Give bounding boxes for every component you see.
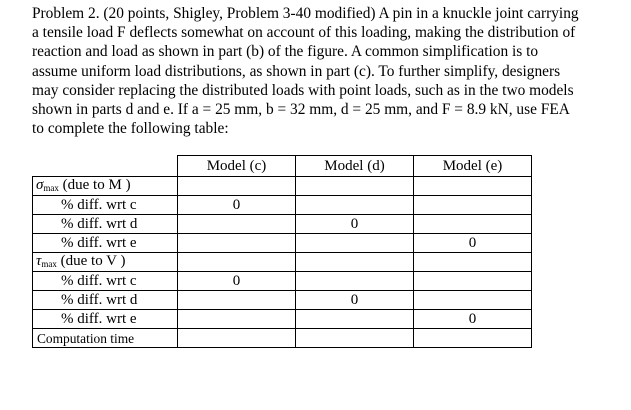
problem-statement: [32, 4, 622, 138]
tau-symbol: τ: [36, 253, 42, 269]
sigma-symbol: σ: [36, 177, 44, 193]
table-cell: [414, 196, 532, 215]
table-cell: [178, 215, 296, 234]
table-cell: [296, 329, 414, 348]
problem-line-4: assume uniform load distributions, as shown in part (c). To further simplify, designers: [32, 62, 561, 80]
table-row-sigma-max: [33, 177, 532, 196]
computation-time-label: Computation time: [33, 329, 178, 348]
table-row-sigma-diff-c: [33, 196, 532, 215]
table-cell: [178, 177, 296, 196]
table-cell: [178, 234, 296, 253]
problem-line-6: shown in parts d and e. If a = 25 mm, b = 32 mm, d = 25 mm, and F = 8.9 kN, use FEA: [32, 101, 570, 119]
header-empty-cell: [33, 156, 178, 177]
problem-line-7: to complete the following table:: [32, 120, 229, 138]
table-cell: [296, 272, 414, 291]
sigma-text: (due to M ): [62, 177, 131, 193]
table-row-tau-max: [33, 253, 532, 272]
table-cell: [178, 291, 296, 310]
table-header-row: [33, 156, 532, 177]
row-label: % diff. wrt e: [33, 234, 178, 253]
row-label: % diff. wrt d: [33, 291, 178, 310]
problem-line-5: may consider replacing the distributed loads with point loads, such as in the two models: [32, 81, 574, 99]
sigma-subscript: max: [43, 183, 59, 193]
sigma-max-label: [33, 177, 178, 196]
table-cell: [178, 253, 296, 272]
table-row-sigma-diff-e: [33, 234, 532, 253]
row-label: % diff. wrt d: [33, 215, 178, 234]
table-row-sigma-diff-d: [33, 215, 532, 234]
table-cell: [414, 177, 532, 196]
header-model-e: Model (e): [414, 156, 532, 177]
value-cell: 0: [178, 272, 296, 291]
tau-text: (due to V ): [60, 253, 126, 269]
row-label: % diff. wrt c: [33, 196, 178, 215]
tau-max-label: [33, 253, 178, 272]
row-label: % diff. wrt e: [33, 310, 178, 329]
table-cell: [296, 253, 414, 272]
table-cell: [414, 329, 532, 348]
tau-subscript: max: [41, 259, 57, 269]
table-row-tau-diff-e: [33, 310, 532, 329]
table-row-tau-diff-d: [33, 291, 532, 310]
table-cell: [296, 310, 414, 329]
value-cell: 0: [414, 310, 532, 329]
value-cell: 0: [414, 234, 532, 253]
value-cell: 0: [178, 196, 296, 215]
problem-line-2: a tensile load F deflects somewhat on account of this loading, making the distribution of: [32, 24, 576, 42]
value-cell: 0: [296, 291, 414, 310]
table-cell: [414, 253, 532, 272]
header-model-c: Model (c): [178, 156, 296, 177]
header-model-d: Model (d): [296, 156, 414, 177]
table-row-computation-time: [33, 329, 532, 348]
problem-line-3: reaction and load as shown in part (b) of the figure. A common simplification is to: [32, 43, 539, 61]
results-table: [32, 155, 532, 348]
table-cell: [178, 329, 296, 348]
table-cell: [414, 215, 532, 234]
table-row-tau-diff-c: [33, 272, 532, 291]
table-cell: [178, 310, 296, 329]
table-cell: [296, 234, 414, 253]
row-label: % diff. wrt c: [33, 272, 178, 291]
problem-line-1: Problem 2. (20 points, Shigley, Problem 3-40 modified) A pin in a knuckle joint carrying: [32, 5, 579, 22]
table-cell: [296, 196, 414, 215]
table-cell: [414, 291, 532, 310]
table-cell: [296, 177, 414, 196]
value-cell: 0: [296, 215, 414, 234]
table-cell: [414, 272, 532, 291]
